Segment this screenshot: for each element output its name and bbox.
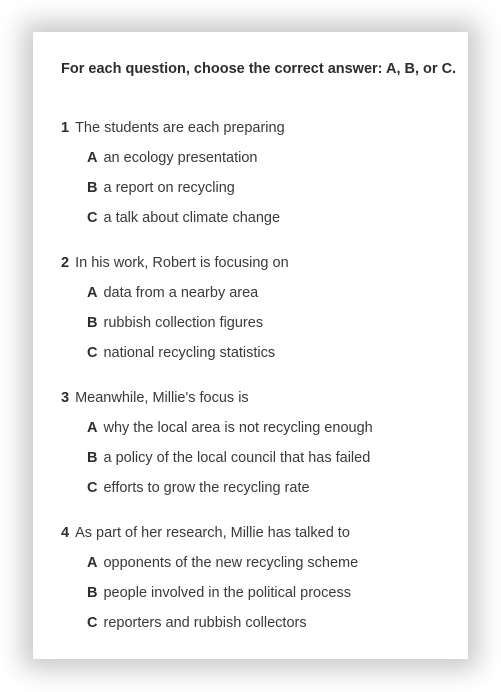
question-number: 3 bbox=[61, 390, 70, 406]
question-number: 4 bbox=[61, 525, 70, 541]
option-text: opponents of the new recycling scheme bbox=[103, 555, 359, 571]
question-line bbox=[61, 118, 461, 148]
option-text: a talk about climate change bbox=[103, 210, 281, 226]
answer-option-a[interactable] bbox=[61, 283, 461, 313]
question-line bbox=[61, 253, 461, 283]
option-letter: C bbox=[87, 345, 98, 361]
option-letter: B bbox=[87, 450, 98, 466]
option-letter: B bbox=[87, 315, 98, 331]
option-text: a report on recycling bbox=[103, 180, 235, 196]
question-number: 1 bbox=[61, 120, 70, 136]
option-letter: B bbox=[87, 180, 98, 196]
option-letter: A bbox=[87, 555, 98, 571]
answer-option-b[interactable] bbox=[61, 178, 461, 208]
question-1 bbox=[61, 118, 461, 238]
question-text: Meanwhile, Millie's focus is bbox=[75, 390, 249, 406]
option-text: why the local area is not recycling enough bbox=[103, 420, 373, 436]
option-text: data from a nearby area bbox=[103, 285, 259, 301]
question-text: The students are each preparing bbox=[75, 120, 285, 136]
question-card bbox=[33, 32, 468, 659]
option-letter: A bbox=[87, 285, 98, 301]
option-text: an ecology presentation bbox=[103, 150, 258, 166]
question-3 bbox=[61, 388, 461, 508]
answer-option-b[interactable] bbox=[61, 313, 461, 343]
option-letter: C bbox=[87, 615, 98, 631]
question-line bbox=[61, 523, 461, 553]
question-number: 2 bbox=[61, 255, 70, 271]
option-letter: C bbox=[87, 480, 98, 496]
option-text: rubbish collection figures bbox=[103, 315, 264, 331]
instruction-text: For each question, choose the correct answer: A, B, or C. bbox=[61, 61, 457, 77]
option-text: a policy of the local council that has failed bbox=[103, 450, 371, 466]
question-text: In his work, Robert is focusing on bbox=[75, 255, 289, 271]
option-text: efforts to grow the recycling rate bbox=[103, 480, 310, 496]
option-letter: C bbox=[87, 210, 98, 226]
answer-option-b[interactable] bbox=[61, 583, 461, 613]
question-2 bbox=[61, 253, 461, 373]
option-letter: B bbox=[87, 585, 98, 601]
question-list bbox=[61, 118, 461, 658]
option-letter: A bbox=[87, 420, 98, 436]
option-text: people involved in the political process bbox=[103, 585, 351, 601]
option-text: reporters and rubbish collectors bbox=[103, 615, 307, 631]
option-text: national recycling statistics bbox=[103, 345, 276, 361]
answer-option-a[interactable] bbox=[61, 148, 461, 178]
answer-option-c[interactable] bbox=[61, 208, 461, 238]
answer-option-c[interactable] bbox=[61, 478, 461, 508]
question-4 bbox=[61, 523, 461, 643]
answer-option-a[interactable] bbox=[61, 553, 461, 583]
answer-option-b[interactable] bbox=[61, 448, 461, 478]
option-letter: A bbox=[87, 150, 98, 166]
answer-option-c[interactable] bbox=[61, 343, 461, 373]
answer-option-c[interactable] bbox=[61, 613, 461, 643]
answer-option-a[interactable] bbox=[61, 418, 461, 448]
question-line bbox=[61, 388, 461, 418]
question-text: As part of her research, Millie has talked to bbox=[75, 525, 350, 541]
